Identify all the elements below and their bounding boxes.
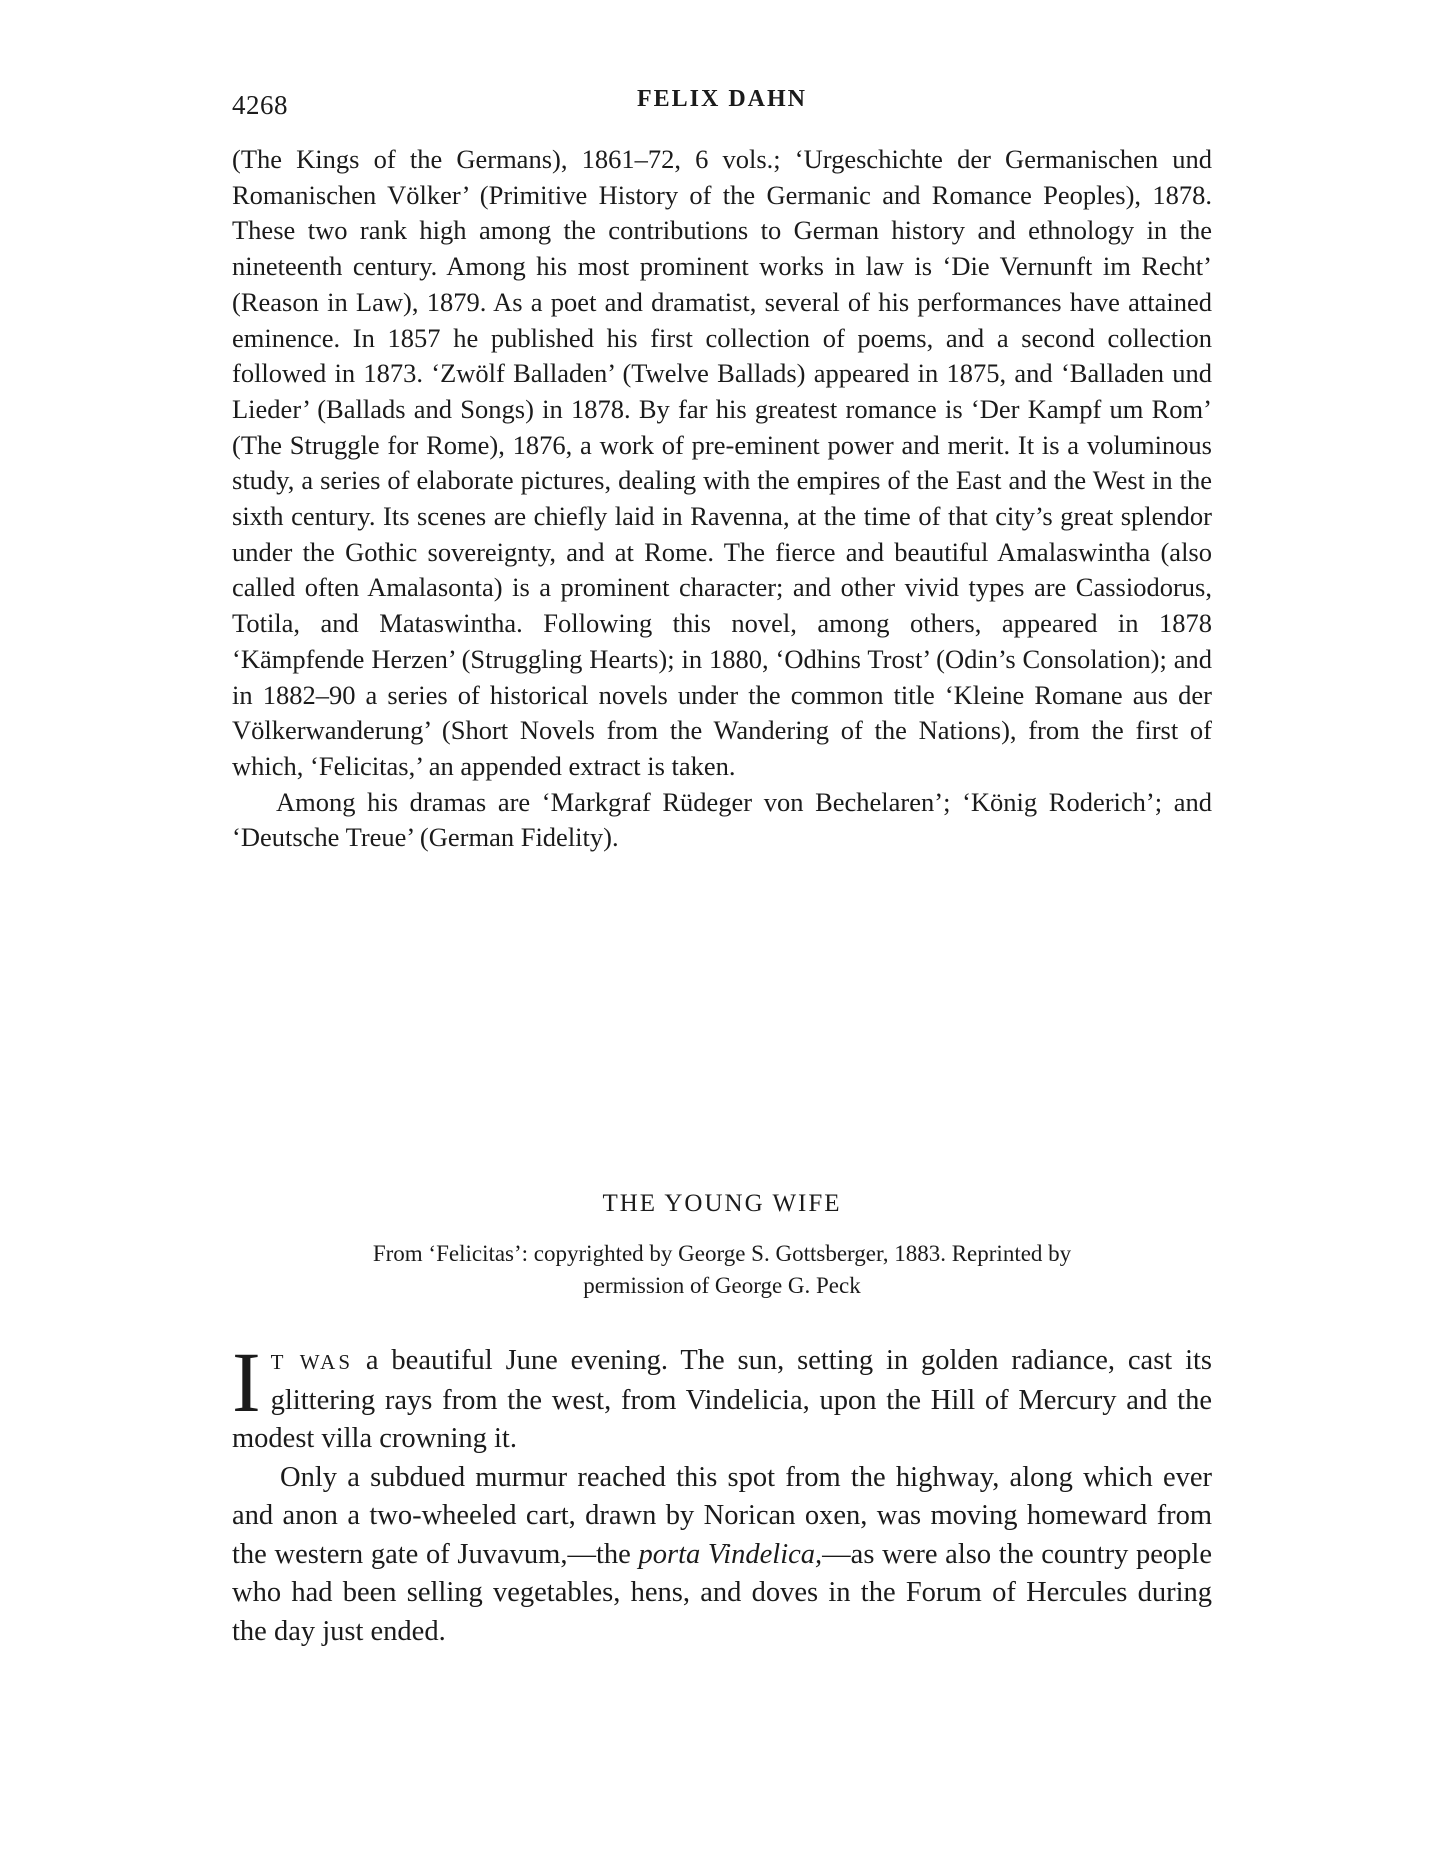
source-note-line: From ‘Felicitas’: copyrighted by George S. Gottsberger, 1883. Reprinted by — [372, 1241, 1072, 1266]
biography-paragraph: (The Kings of the Germans), 1861–72, 6 vols.; ‘Urgeschichte der Germanischen und Romanischen Völker’ (Primitive History of the Germanic and Romance Peoples), 1878. These two rank high among the contributions to German history and ethnology in the nineteenth century. Among his most prominent works in law is ‘Die Vernunft im Recht’ (Reason in Law), 1879. As a poet and dramatist, several of his performances have attained eminence. In 1857 he published his first collection of poems, and a second collection followed in 1873. ‘Zwölf Balladen’ (Twelve Ballads) appeared in 1875, and ‘Balladen und Lieder’ (Ballads and Songs) in 1878. By far his greatest romance is ‘Der Kampf um Rom’ (The Struggle for Rome), 1876, a work of pre-eminent power and merit. It is a voluminous study, a series of elaborate pictures, dealing with the empires of the East and the West in the sixth century. Its scenes are chiefly laid in Ravenna, at the time of that city’s great splendor under the Gothic sovereignty, and at Rome. The fierce and beautiful Amalaswintha (also called often Amalasonta) is a prominent character; and other vivid types are Cassiodorus, Totila, and Mataswintha. Following this novel, among others, appeared in 1878 ‘Kämpfende Herzen’ (Struggling Hearts); in 1880, ‘Odhins Trost’ (Odin’s Consolation); and in 1882–90 a series of historical novels under the common title ‘Kleine Romane aus der Völkerwanderung’ (Short Novels from the Wandering of the Nations), from the first of which, ‘Felicitas,’ an appended extract is taken. — [232, 144, 1212, 781]
drop-cap: I — [232, 1334, 261, 1430]
biography-text — [232, 142, 1212, 856]
source-note-line: permission of George G. Peck — [583, 1273, 861, 1298]
page-number: 4268 — [232, 90, 288, 120]
running-head — [232, 86, 1212, 126]
source-note — [232, 1238, 1212, 1302]
story-paragraph-text: Only a subdued murmur reached this spot from the highway, along which ever and anon a two-wheeled cart, drawn by Norican oxen, was moving homeward from the western gate of Juvavum,—the — [232, 1461, 1212, 1570]
story-paragraph — [232, 1459, 1212, 1652]
italic-phrase: porta Vindelica, — [638, 1538, 823, 1570]
section-title: THE YOUNG WIFE — [602, 1190, 842, 1217]
story-paragraph-text: a beautiful June evening. The sun, setting in golden radiance, cast its glittering rays from the west, from Vindelicia, upon the Hill of Mercury and the modest villa crowning it. — [232, 1345, 1212, 1454]
story-text — [232, 1334, 1213, 1651]
story-paragraph — [232, 1334, 1212, 1459]
story-paragraph-text: —as were also the country people who had been selling vegetables, hens, and doves in the Forum of Hercules during the day just ended. — [232, 1538, 1213, 1647]
opening-small-caps: T WAS — [270, 1350, 354, 1374]
running-title: FELIX DAHN — [636, 86, 807, 112]
biography-dramas-paragraph: Among his dramas are ‘Markgraf Rüdeger von Bechelaren’; ‘König Roderich’; and ‘Deutsche Treue’ (German Fidelity). — [232, 786, 1212, 853]
